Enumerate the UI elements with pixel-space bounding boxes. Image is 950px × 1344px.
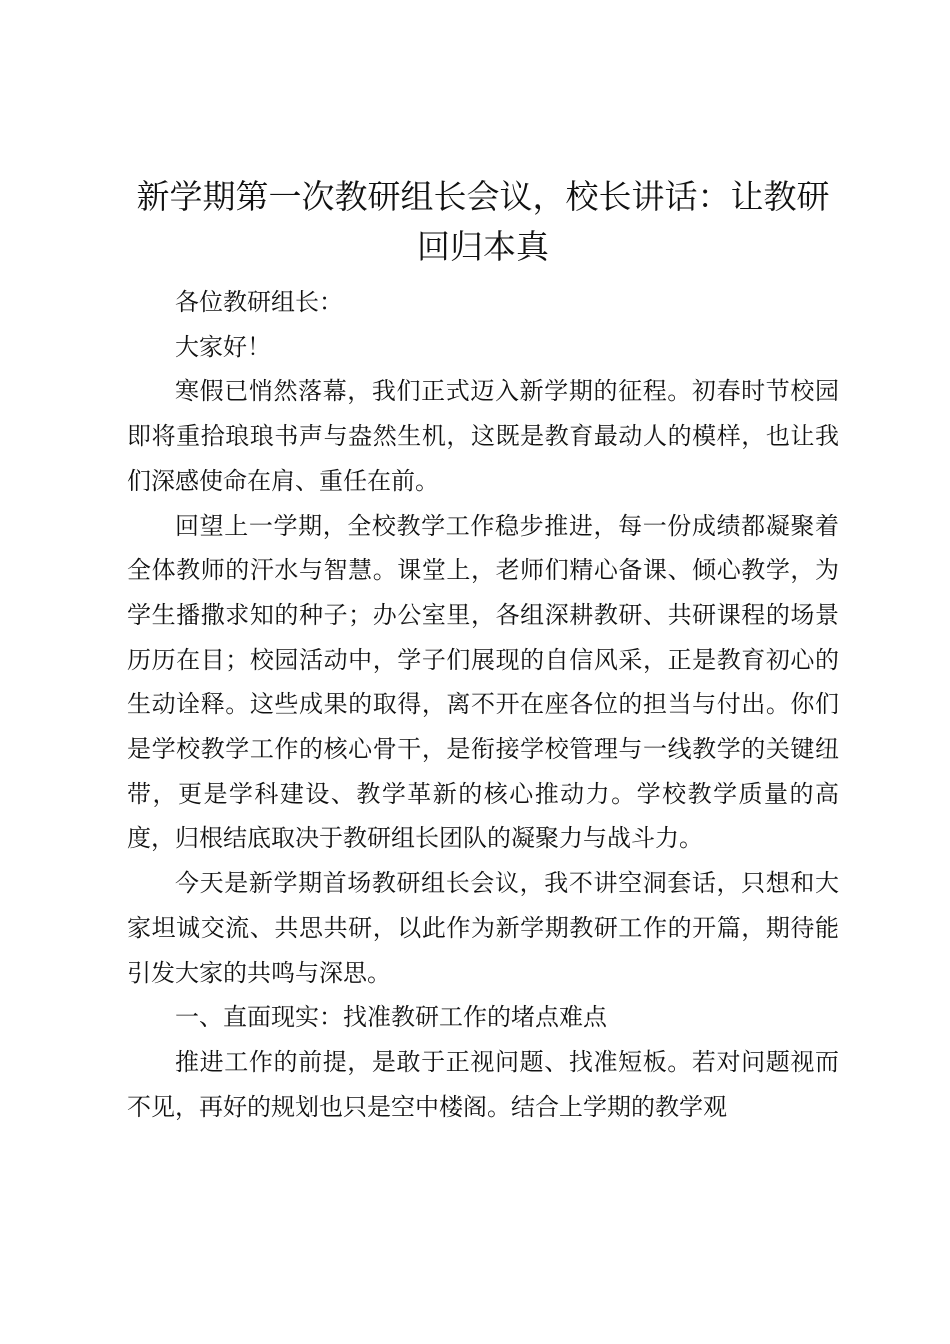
paragraph-today: 今天是新学期首场教研组长会议，我不讲空洞套话，只想和大家坦诚交流、共思共研，以此作为新学期教研工作的开篇，期待能引发大家的共鸣与深思。: [127, 869, 839, 987]
salutation: 各位教研组长：: [175, 288, 343, 316]
document-title: 新学期第一次教研组长会议，校长讲话：让教研回归本真: [136, 177, 830, 266]
document-page: [127, 172, 839, 1129]
section-heading: 一、直面现实：找准教研工作的堵点难点: [175, 1003, 607, 1032]
greeting: 大家好！: [175, 332, 271, 361]
paragraph-review: 回望上一学期，全校教学工作稳步推进，每一份成绩都凝聚着全体教师的汗水与智慧。课堂上，老师们精心备课、倾心教学，为学生播撒求知的种子；办公室里，各组深耕教研、共研课程的场景历历在目；校园活动中，学子们展现的自信风采，正是教育初心的生动诠释。这些成果的取得，离不开在座各位的担当与付出。你们是学校教学工作的核心骨干，是衔接学校管理与一线教学的关键纽带，更是学科建设、教学革新的核心推动力。学校教学质量的高度，归根结底取决于教研组长团队的凝聚力与战斗力。: [127, 511, 839, 853]
paragraph-intro: 寒假已悄然落幕，我们正式迈入新学期的征程。初春时节校园即将重拾琅琅书声与盎然生机，这既是教育最动人的模样，也让我们深感使命在肩、重任在前。: [127, 377, 839, 495]
document-body: [127, 280, 839, 1129]
paragraph-section-one: 推进工作的前提，是敢于正视问题、找准短板。若对问题视而不见，再好的规划也只是空中楼阁。结合上学期的教学观: [127, 1047, 839, 1121]
